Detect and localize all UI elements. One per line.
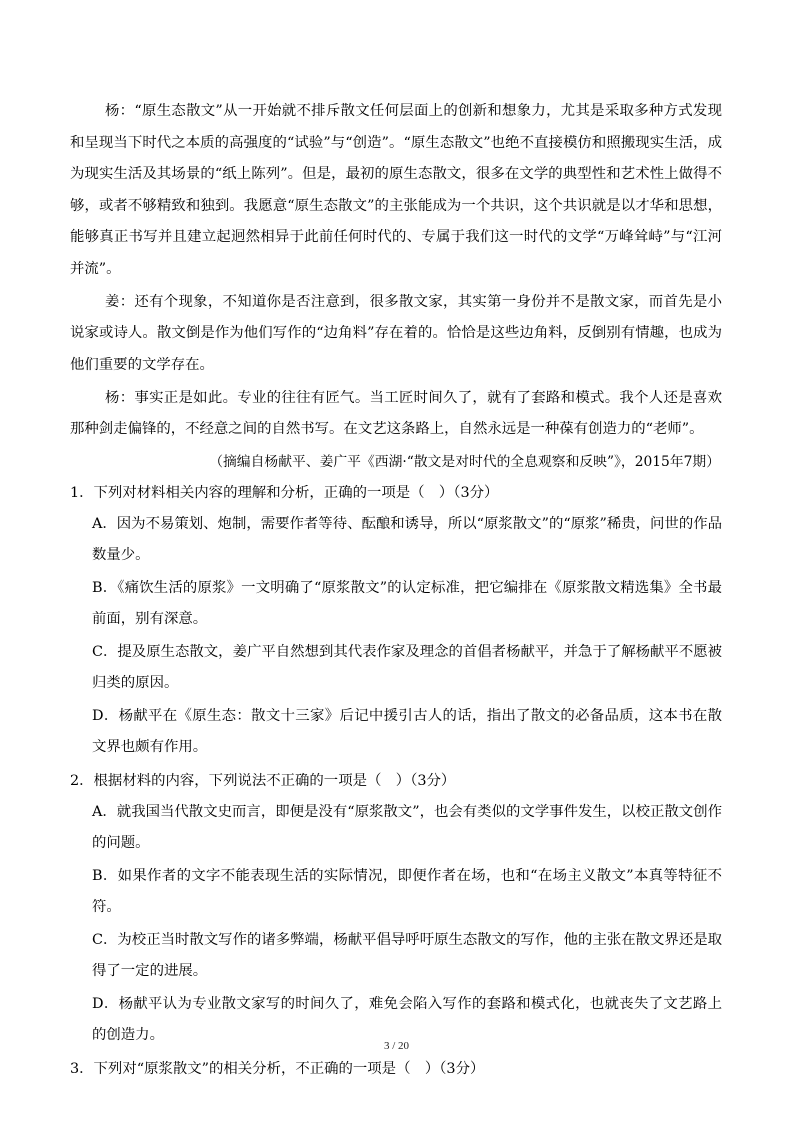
question-stem: 3．下列对“原浆散文”的相关分析，不正确的一项是（ ）（3分） — [70, 1060, 485, 1077]
dialogue-paragraph: 姜：还有个现象，不知道你是否注意到，很多散文家，其实第一身份并不是散文家，而首先是小说家或诗人。散文倒是作为他们写作的“边角料”存在着的。恰恰是这些边角料，反倒别有情趣，也成为他们重要的文学存在。 — [70, 293, 722, 373]
page-number: 3 / 20 — [383, 1040, 410, 1052]
answer-option: A．因为不易策划、炮制，需要作者等待、酝酿和诱导，所以“原浆散文”的“原浆”稀贵，问世的作品数量少。 — [92, 515, 722, 563]
answer-option: C．提及原生态散文，姜广平自然想到其代表作家及理念的首倡者杨献平，并急于了解杨献平不愿被归类的原因。 — [92, 643, 722, 691]
question-stem: 2．根据材料的内容，下列说法不正确的一项是（ ）（3分） — [70, 772, 456, 789]
answer-option: B．《痛饮生活的原浆》一文明确了“原浆散文”的认定标准，把它编排在《原浆散文精选集》全书最前面，别有深意。 — [92, 579, 722, 627]
answer-option: D．杨献平在《原生态：散文十三家》后记中援引古人的话，指出了散文的必备品质，这本书在散文界也颇有作用。 — [92, 707, 722, 755]
answer-option: B．如果作者的文字不能表现生活的实际情况，即便作者在场，也和“在场主义散文”本真等特征不符。 — [92, 867, 722, 915]
answer-option: C．为校正当时散文写作的诸多弊端，杨献平倡导呼吁原生态散文的写作，他的主张在散文界还是取得了一定的进展。 — [92, 931, 722, 979]
answer-option: D．杨献平认为专业散文家写的时间久了，难免会陷入写作的套路和模式化，也就丧失了文艺路上的创造力。 — [92, 995, 722, 1043]
dialogue-paragraph: 杨：事实正是如此。专业的往往有匠气。当工匠时间久了，就有了套路和模式。我个人还是喜欢那种剑走偏锋的，不经意之间的自然书写。在文艺这条路上，自然永远是一种葆有创造力的“老师”。 — [70, 389, 722, 437]
dialogue-paragraph: 杨：“原生态散文”从一开始就不排斥散文任何层面上的创新和想象力，尤其是采取多种方式发现和呈现当下时代之本质的高强度的“试验”与“创造”。“原生态散文”也绝不直接模仿和照搬现实生活，成为现实生活及其场景的“纸上陈列”。但是，最初的原生态散文，很多在文学的典型性和艺术性上做得不够，或者不够精致和独到。我愿意“原生态散文”的主张能成为一个共识，这个共识就是以才华和思想，能够真正书写并且建立起迥然相异于此前任何时代的、专属于我们这一时代的文学“万峰耸峙”与“江河并流”。 — [70, 103, 722, 277]
question-stem: 1．下列对材料相关内容的理解和分析，正确的一项是（ ）（3分） — [70, 484, 499, 501]
answer-option: A．就我国当代散文史而言，即便是没有“原浆散文”，也会有类似的文学事件发生，以校正散文创作的问题。 — [92, 803, 722, 851]
source-citation: （摘编自杨献平、姜广平《西湖·“散文是对时代的全息观察和反映”》，2015年7期） — [209, 453, 720, 470]
page-content — [70, 96, 722, 1083]
